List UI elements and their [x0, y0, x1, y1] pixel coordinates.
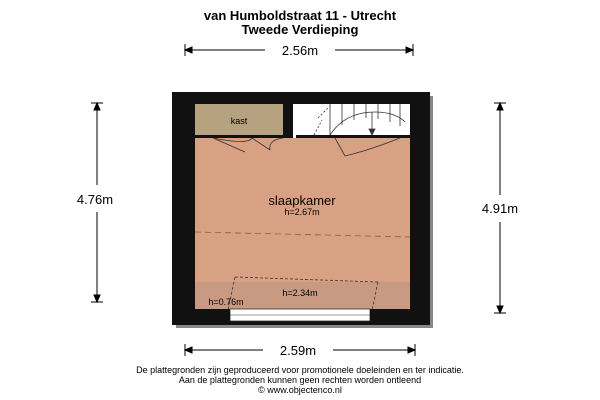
low-height: h=0.76m [208, 297, 244, 307]
bottom-wall-left [172, 309, 230, 325]
partition-gap [293, 104, 296, 138]
floor-title: Tweede Verdieping [241, 22, 359, 37]
partition-wall [195, 135, 410, 138]
right-height-label: 4.91m [481, 201, 519, 216]
storage-label: kast [230, 116, 248, 126]
bottom-wall-right [370, 309, 430, 325]
left-height-label: 4.76m [76, 192, 114, 207]
copyright-link[interactable]: © www.objectenco.nl [258, 385, 342, 395]
bottom-width-label: 2.59m [279, 343, 317, 358]
disclaimer-line-2: Aan de plattegronden kunnen geen rechten worden ontleend [178, 375, 422, 385]
dormer-height: h=2.34m [282, 288, 318, 298]
disclaimer-line-1: De plattegronden zijn geproduceerd voor promotionele doeleinden en ter indicatie. [136, 365, 464, 375]
address-title: van Humboldstraat 11 - Utrecht [203, 8, 397, 23]
stairwell [295, 104, 410, 135]
wall-shadow [430, 96, 433, 325]
wall-shadow-bottom [176, 325, 433, 328]
bedroom-label: slaapkamer [268, 193, 336, 208]
bedroom-height: h=2.67m [284, 207, 320, 217]
top-width-label: 2.56m [281, 43, 319, 58]
